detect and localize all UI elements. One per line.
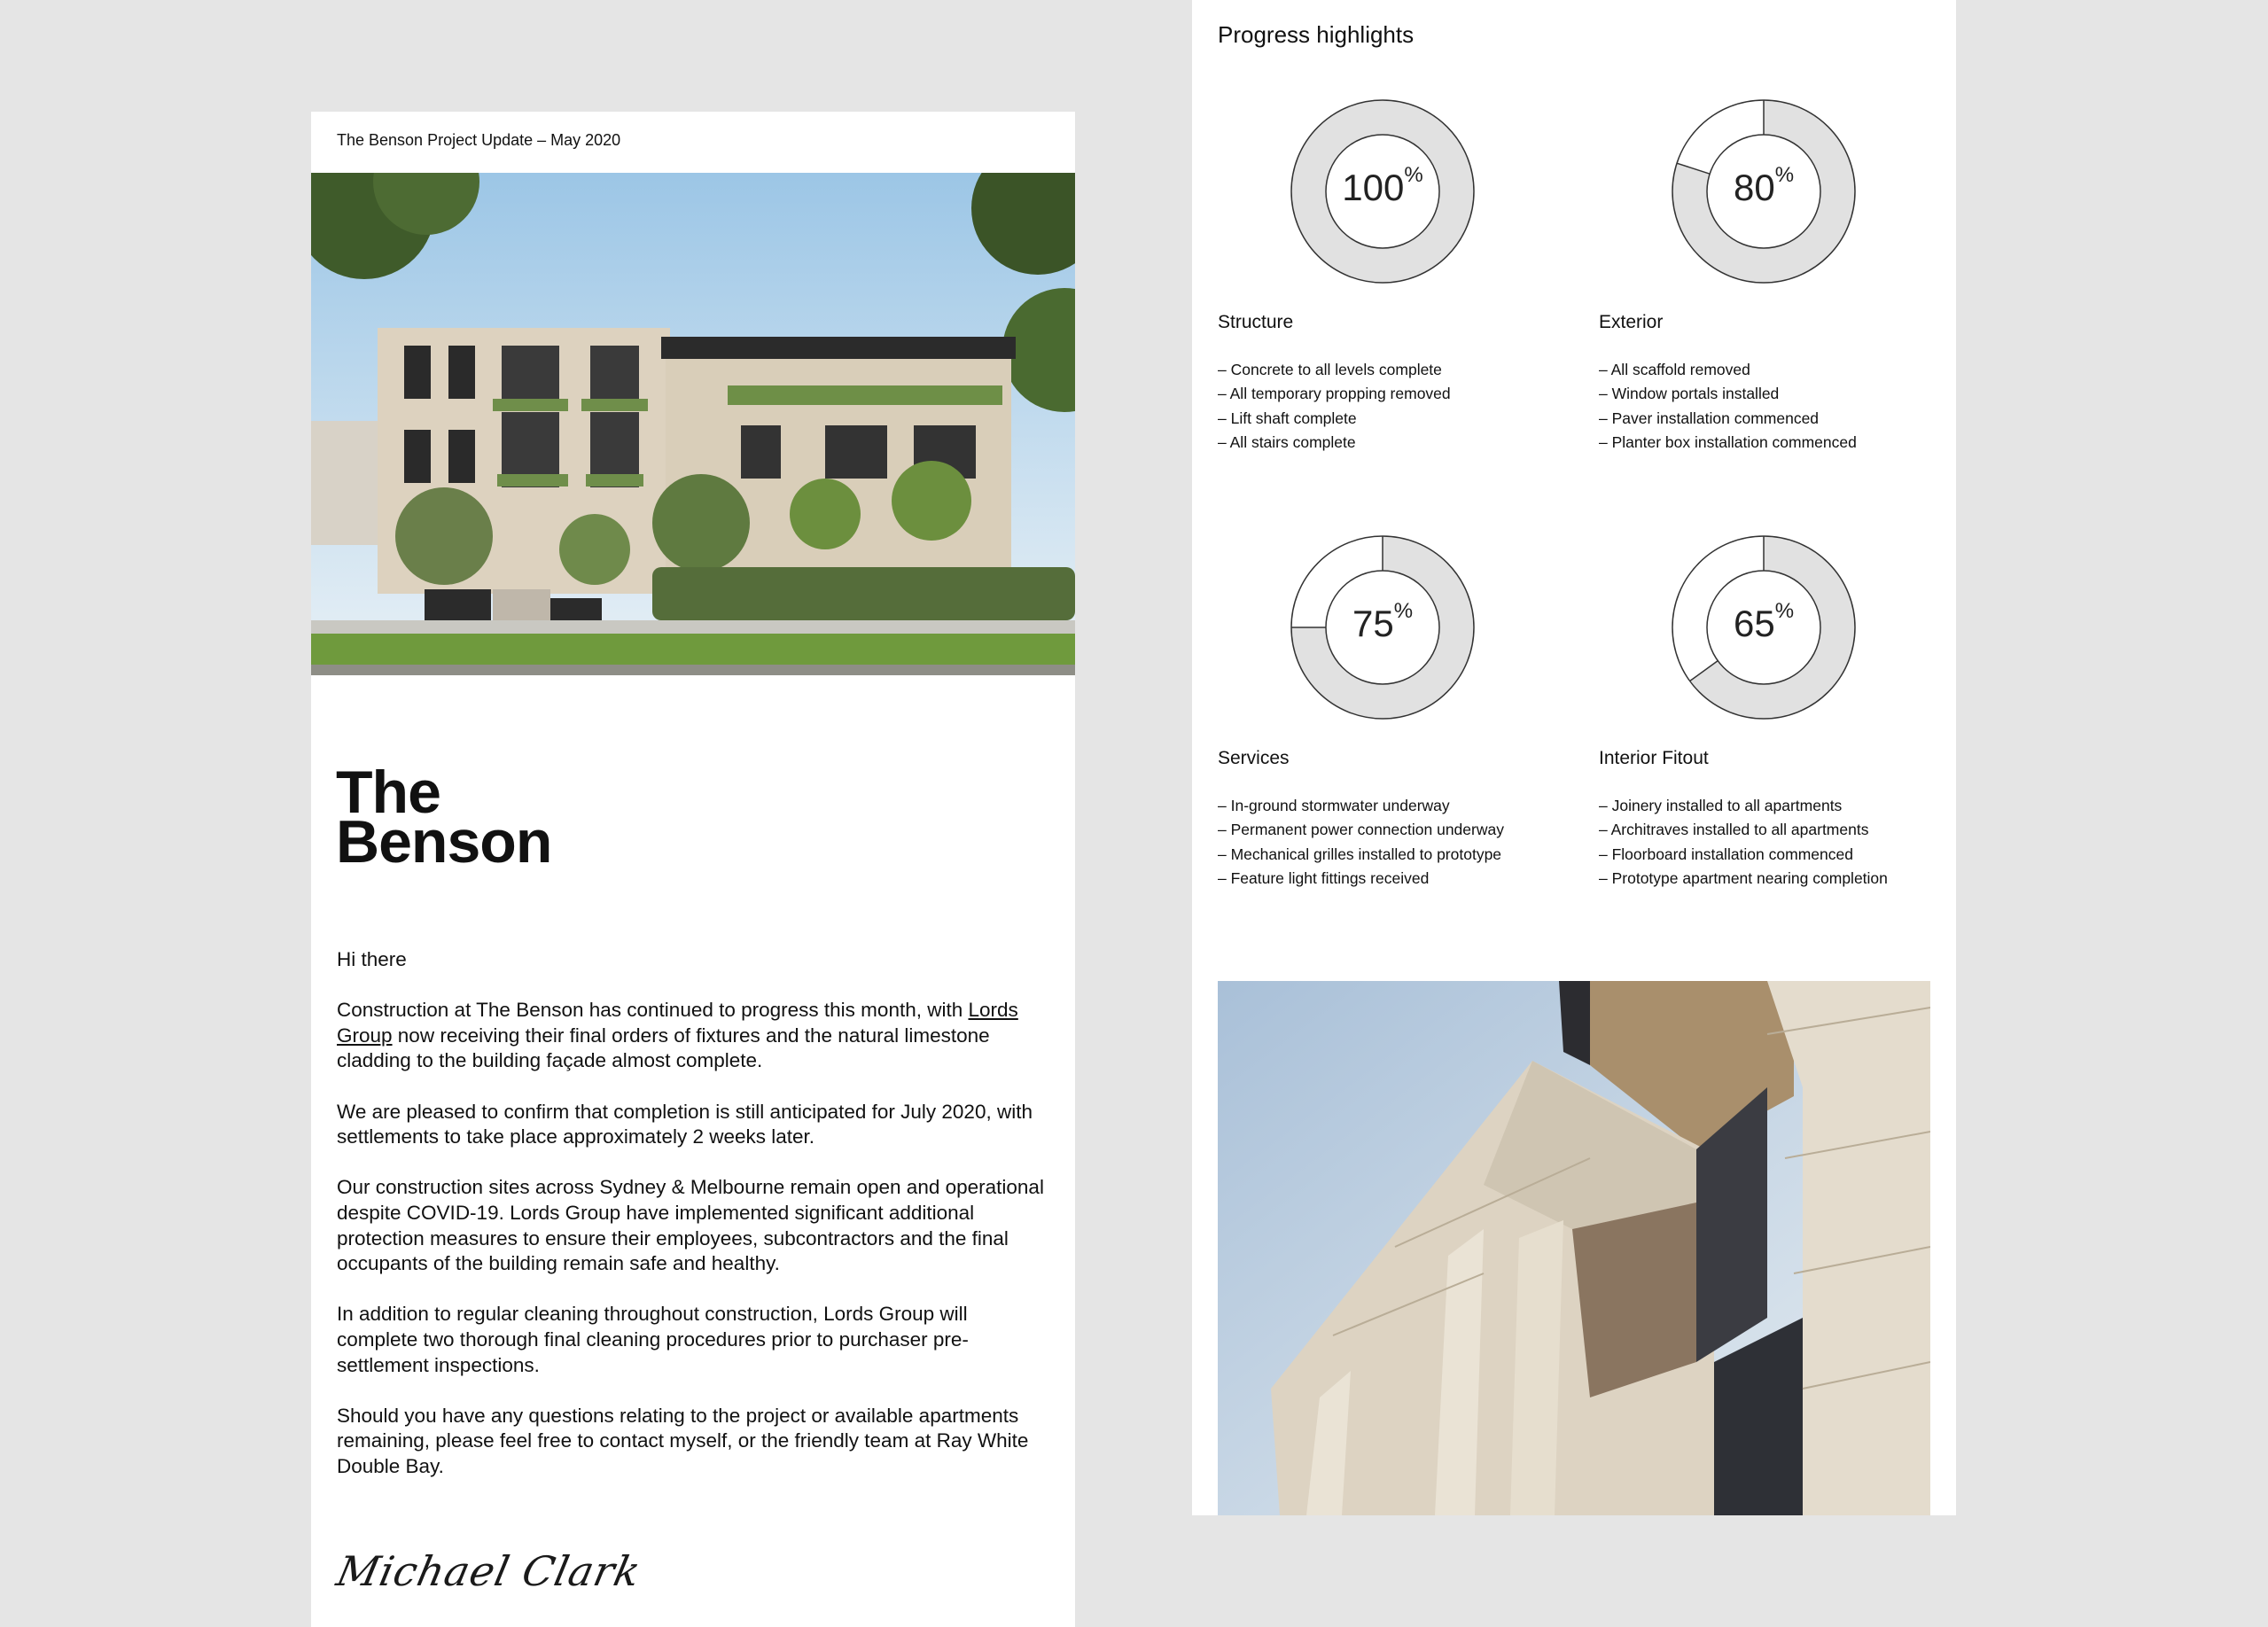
list-item: – Architraves installed to all apartments: [1599, 821, 1869, 839]
signature: Michael Clark: [332, 1547, 646, 1595]
newsletter-left-page: [311, 112, 1075, 1627]
paragraph-1: [337, 998, 1050, 1074]
percent-sign: %: [1774, 163, 1795, 187]
paragraph-1-text-start: Construction at The Benson has continued to progress this month, with: [337, 999, 969, 1022]
progress-percent-structure: [1287, 163, 1478, 209]
percent-sign: %: [1774, 599, 1795, 623]
list-item: – Floorboard installation commenced: [1599, 845, 1853, 863]
metric-label-interior-fitout: Interior Fitout: [1599, 748, 1709, 768]
metric-label-services: Services: [1218, 748, 1290, 768]
building-hero-image: [311, 173, 1075, 675]
paragraph-3: Our construction sites across Sydney & Melbourne remain open and operational despite COVID-19. Lords Group have implemented significant additional protection measures to ensure their employees, subcontractors and the final occupants of the building remain safe and healthy.: [337, 1176, 1044, 1275]
letter-body: [337, 947, 1050, 1505]
list-item: – Mechanical grilles installed to prototype: [1218, 845, 1502, 863]
list-item: – All scaffold removed: [1599, 361, 1750, 378]
greeting: Hi there: [337, 948, 407, 970]
newsletter-title: [336, 759, 552, 876]
lords-group-link[interactable]: Lords Group: [337, 999, 1018, 1047]
progress-percent-services: [1287, 599, 1478, 645]
list-item: – Window portals installed: [1599, 385, 1780, 403]
paragraph-4: In addition to regular cleaning throughout construction, Lords Group will complete two thorough final cleaning procedures prior to purchaser pre-settlement inspections.: [337, 1303, 969, 1376]
list-item: – Lift shaft complete: [1218, 409, 1357, 427]
paragraph-2: We are pleased to confirm that completion is still anticipated for July 2020, with settlements to take place approximately 2 weeks later.: [337, 1100, 1033, 1148]
newsletter-eyebrow: The Benson Project Update – May 2020: [337, 131, 621, 149]
paragraph-5: Should you have any questions relating to the project or available apartments remaining, please feel free to contact myself, or the friendly team at Ray White Double Bay.: [337, 1404, 1029, 1477]
list-item: – Joinery installed to all apartments: [1599, 797, 1843, 814]
list-item: – All temporary propping removed: [1218, 385, 1451, 403]
list-item: – All stairs complete: [1218, 432, 1356, 451]
metric-list-structure: [1218, 358, 1451, 455]
list-item: – Planter box installation commenced: [1599, 432, 1857, 451]
list-item: – Permanent power connection underway: [1218, 821, 1504, 839]
metric-label-exterior: Exterior: [1599, 312, 1664, 332]
newsletter-right-page: [1192, 0, 1956, 1515]
percent-sign: %: [1393, 599, 1414, 623]
list-item: – Paver installation commenced: [1599, 409, 1820, 427]
percent-value: 75: [1352, 603, 1394, 644]
metric-list-interior-fitout: [1599, 794, 1888, 891]
list-item: – In-ground stormwater underway: [1218, 797, 1450, 814]
progress-percent-exterior: [1668, 163, 1859, 209]
metric-label-structure: Structure: [1218, 312, 1294, 332]
title-line-benson: Benson: [336, 808, 552, 876]
metric-list-services: [1218, 794, 1504, 891]
progress-highlights-title: Progress highlights: [1218, 21, 1415, 48]
metric-list-exterior: [1599, 358, 1857, 455]
title-line-the: The: [336, 759, 440, 826]
percent-sign: %: [1404, 163, 1423, 187]
paragraph-1-text-end: now receiving their final orders of fixtures and the natural limestone cladding to the building façade almost complete.: [337, 1024, 990, 1072]
percent-value: 65: [1733, 603, 1775, 644]
facade-detail-image: [1218, 981, 1930, 1515]
percent-value: 100: [1342, 167, 1405, 208]
percent-value: 80: [1733, 167, 1775, 208]
progress-percent-interior-fitout: [1668, 599, 1859, 645]
list-item: – Prototype apartment nearing completion: [1599, 868, 1888, 887]
list-item: – Feature light fittings received: [1218, 868, 1430, 887]
list-item: – Concrete to all levels complete: [1218, 361, 1442, 378]
